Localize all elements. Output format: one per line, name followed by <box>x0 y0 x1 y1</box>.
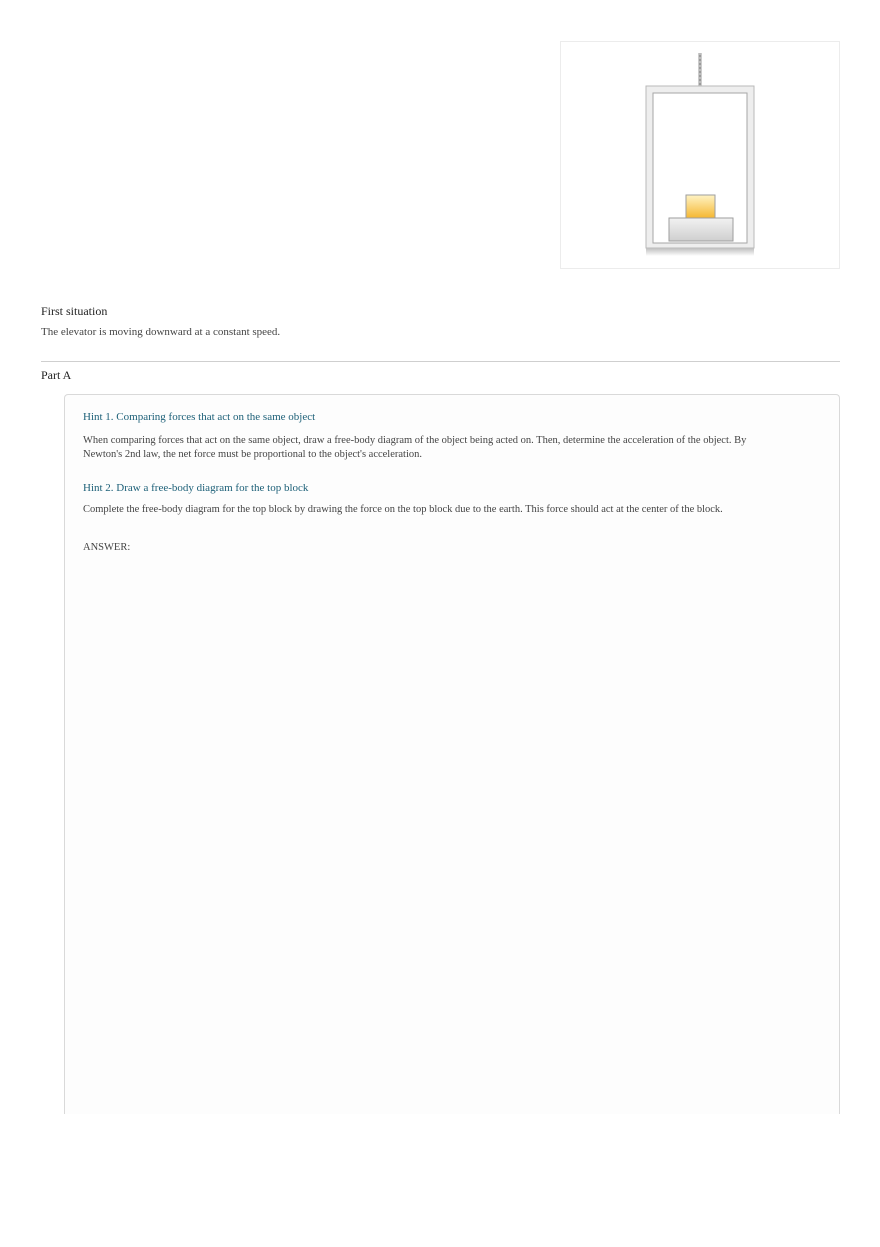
top-block <box>686 195 715 218</box>
hint-2-title[interactable]: Hint 2. Draw a free-body diagram for the top block <box>83 482 309 494</box>
hints-panel <box>64 394 840 1114</box>
hint-2-text: Complete the free-body diagram for the top block by drawing the force on the top block due to the earth. This force should act at the center of the block. <box>83 504 723 515</box>
elevator-illustration <box>561 42 839 268</box>
hint-1-text: When comparing forces that act on the same object, draw a free-body diagram of the object being acted on. Then, determine the acceleration of the object. By Newton's 2nd law, the net force must be proportional to the object's acceleration. <box>83 435 747 460</box>
first-situation-heading: First situation <box>41 304 108 318</box>
answer-label: ANSWER: <box>83 542 131 553</box>
elevator-figure <box>560 41 840 269</box>
bottom-block <box>669 218 733 241</box>
situation-description: The elevator is moving downward at a constant speed. <box>41 326 281 338</box>
part-a-label: Part A <box>41 368 72 382</box>
hint-1-title[interactable]: Hint 1. Comparing forces that act on the same object <box>83 411 316 423</box>
section-divider <box>41 361 840 362</box>
